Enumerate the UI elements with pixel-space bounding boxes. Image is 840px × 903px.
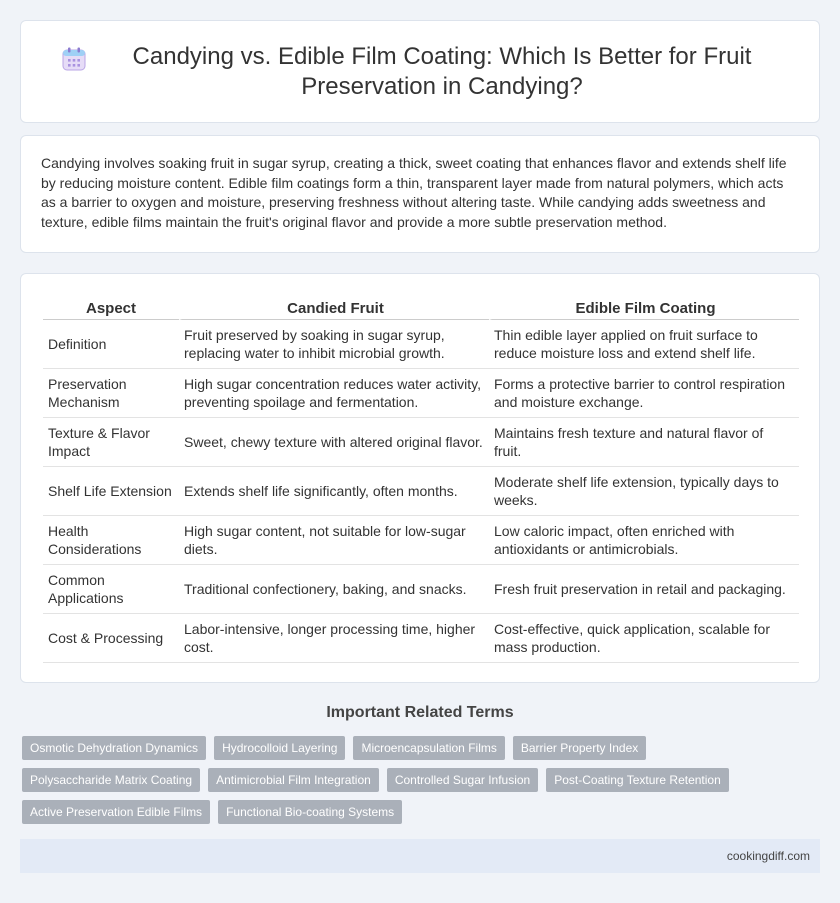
candied-cell: Sweet, chewy texture with altered original flavor. — [179, 418, 489, 467]
table-header-row — [43, 296, 799, 320]
candied-cell: Extends shelf life significantly, often months. — [179, 467, 489, 516]
candied-cell: Labor-intensive, longer processing time, higher cost. — [179, 614, 489, 663]
term-row — [22, 800, 822, 824]
term-tag[interactable]: Active Preservation Edible Films — [22, 800, 210, 824]
related-terms-heading: Important Related Terms — [326, 704, 514, 721]
term-tag[interactable]: Microencapsulation Films — [353, 736, 504, 760]
term-tag[interactable]: Controlled Sugar Infusion — [387, 768, 538, 792]
table-row — [43, 565, 799, 614]
comparison-table — [43, 296, 799, 663]
footer-site-link[interactable]: cookingdiff.com — [726, 849, 810, 863]
table-row — [43, 320, 799, 369]
aspect-cell: Health Considerations — [43, 516, 179, 565]
term-row — [22, 768, 822, 792]
term-row — [22, 736, 822, 760]
candied-cell: High sugar concentration reduces water activity, preventing spoilage and fermentation. — [179, 369, 489, 418]
table-row — [43, 614, 799, 663]
aspect-cell: Definition — [43, 320, 179, 369]
term-tag[interactable]: Polysaccharide Matrix Coating — [22, 768, 200, 792]
footer — [20, 839, 820, 873]
film-cell: Low caloric impact, often enriched with antioxidants or antimicrobials. — [489, 516, 799, 565]
aspect-cell: Cost & Processing — [43, 614, 179, 663]
film-cell: Thin edible layer applied on fruit surface to reduce moisture loss and extend shelf life. — [489, 320, 799, 369]
page-title: Candying vs. Edible Film Coating: Which Is Better for Fruit Preservation in Candying? — [132, 42, 752, 100]
intro-card — [20, 135, 820, 253]
column-header-film: Edible Film Coating — [489, 296, 799, 320]
aspect-cell: Common Applications — [43, 565, 179, 614]
film-cell: Maintains fresh texture and natural flavor of fruit. — [489, 418, 799, 467]
aspect-cell: Preservation Mechanism — [43, 369, 179, 418]
term-tag[interactable]: Osmotic Dehydration Dynamics — [22, 736, 206, 760]
aspect-cell: Shelf Life Extension — [43, 467, 179, 516]
term-tag[interactable]: Barrier Property Index — [513, 736, 646, 760]
film-cell: Forms a protective barrier to control respiration and moisture exchange. — [489, 369, 799, 418]
column-header-aspect: Aspect — [43, 296, 179, 320]
candied-cell: Fruit preserved by soaking in sugar syrup, replacing water to inhibit microbial growth. — [179, 320, 489, 369]
table-row — [43, 467, 799, 516]
table-row — [43, 369, 799, 418]
term-tag[interactable]: Hydrocolloid Layering — [214, 736, 345, 760]
title-card — [20, 20, 820, 123]
related-terms-list — [22, 736, 822, 832]
term-tag[interactable]: Antimicrobial Film Integration — [208, 768, 379, 792]
table-row — [43, 418, 799, 467]
column-header-candied: Candied Fruit — [179, 296, 489, 320]
table-row — [43, 516, 799, 565]
candied-cell: Traditional confectionery, baking, and snacks. — [179, 565, 489, 614]
film-cell: Cost-effective, quick application, scalable for mass production. — [489, 614, 799, 663]
candied-cell: High sugar content, not suitable for low-sugar diets. — [179, 516, 489, 565]
film-cell: Moderate shelf life extension, typically days to weeks. — [489, 467, 799, 516]
term-tag[interactable]: Post-Coating Texture Retention — [546, 768, 729, 792]
intro-paragraph: Candying involves soaking fruit in sugar syrup, creating a thick, sweet coating that enhances flavor and extends shelf life by reducing moisture content. Edible film coatings form a thin, transparent layer made from natural polymers, which acts as a barrier to oxygen and moisture, preserving freshness without altering taste. While candying adds sweetness and texture, edible films maintain the fruit's original flavor and provide a more subtle preservation method. — [41, 155, 787, 230]
comparison-card — [20, 273, 820, 683]
calendar-icon — [61, 46, 87, 72]
film-cell: Fresh fruit preservation in retail and packaging. — [489, 565, 799, 614]
aspect-cell: Texture & Flavor Impact — [43, 418, 179, 467]
term-tag[interactable]: Functional Bio-coating Systems — [218, 800, 402, 824]
